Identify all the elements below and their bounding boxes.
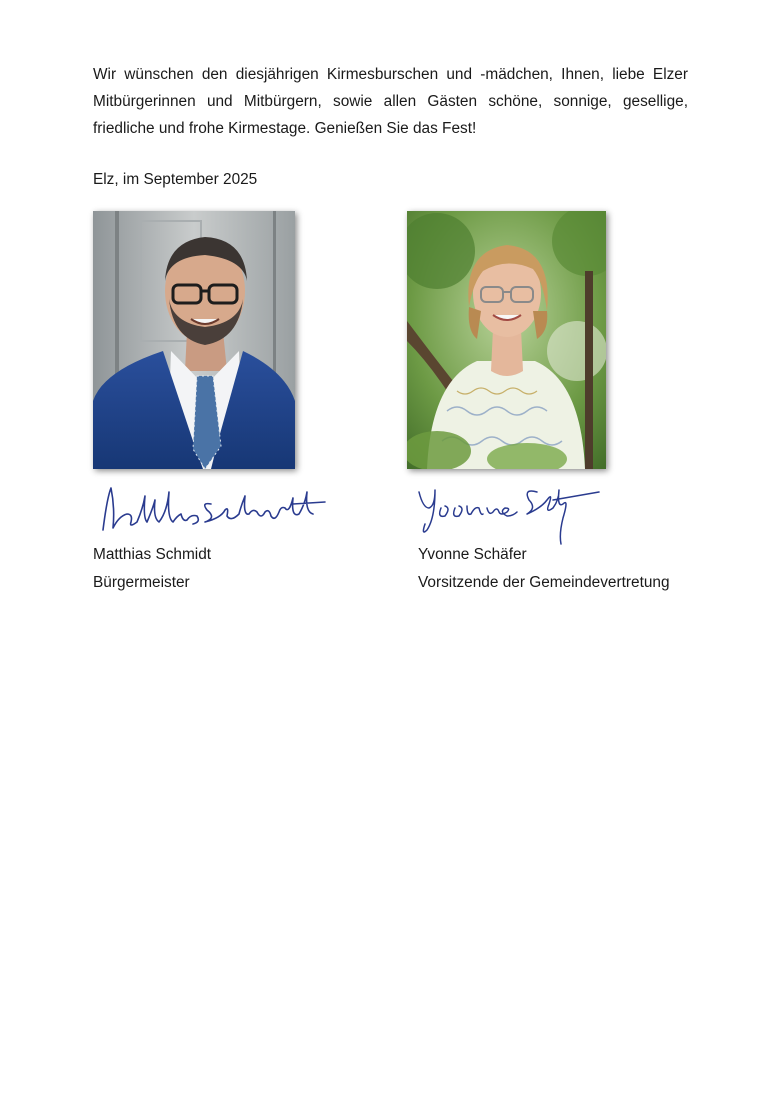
- signature-right-image: [413, 478, 613, 548]
- signature-matthias-schmidt: [93, 478, 333, 538]
- portrait-photo-matthias-schmidt: [93, 211, 295, 469]
- signatory-name-right: Yvonne Schäfer: [418, 546, 527, 563]
- portrait-woman-image: [407, 211, 606, 469]
- signatory-name-left: Matthias Schmidt: [93, 546, 212, 563]
- signature-yvonne-schaefer: [413, 478, 613, 548]
- place-date-line: Elz, im September 2025: [93, 171, 258, 188]
- greeting-paragraph: Wir wünschen den diesjährigen Kirmesburschen und -mädchen, Ihnen, liebe Elzer Mitbürgerinnen und Mitbürgern, sowie allen Gästen schöne, sonnige, gesellige, friedliche und frohe Kirmestage. Genießen Sie das Fest!: [93, 66, 688, 137]
- portrait-man-image: [93, 211, 295, 469]
- signatory-role-left: Bürgermeister: [93, 574, 190, 591]
- signatory-role-right: Vorsitzende der Gemeindevertretung: [418, 574, 670, 591]
- portrait-photo-yvonne-schaefer: [407, 211, 606, 469]
- signature-left-image: [93, 478, 333, 538]
